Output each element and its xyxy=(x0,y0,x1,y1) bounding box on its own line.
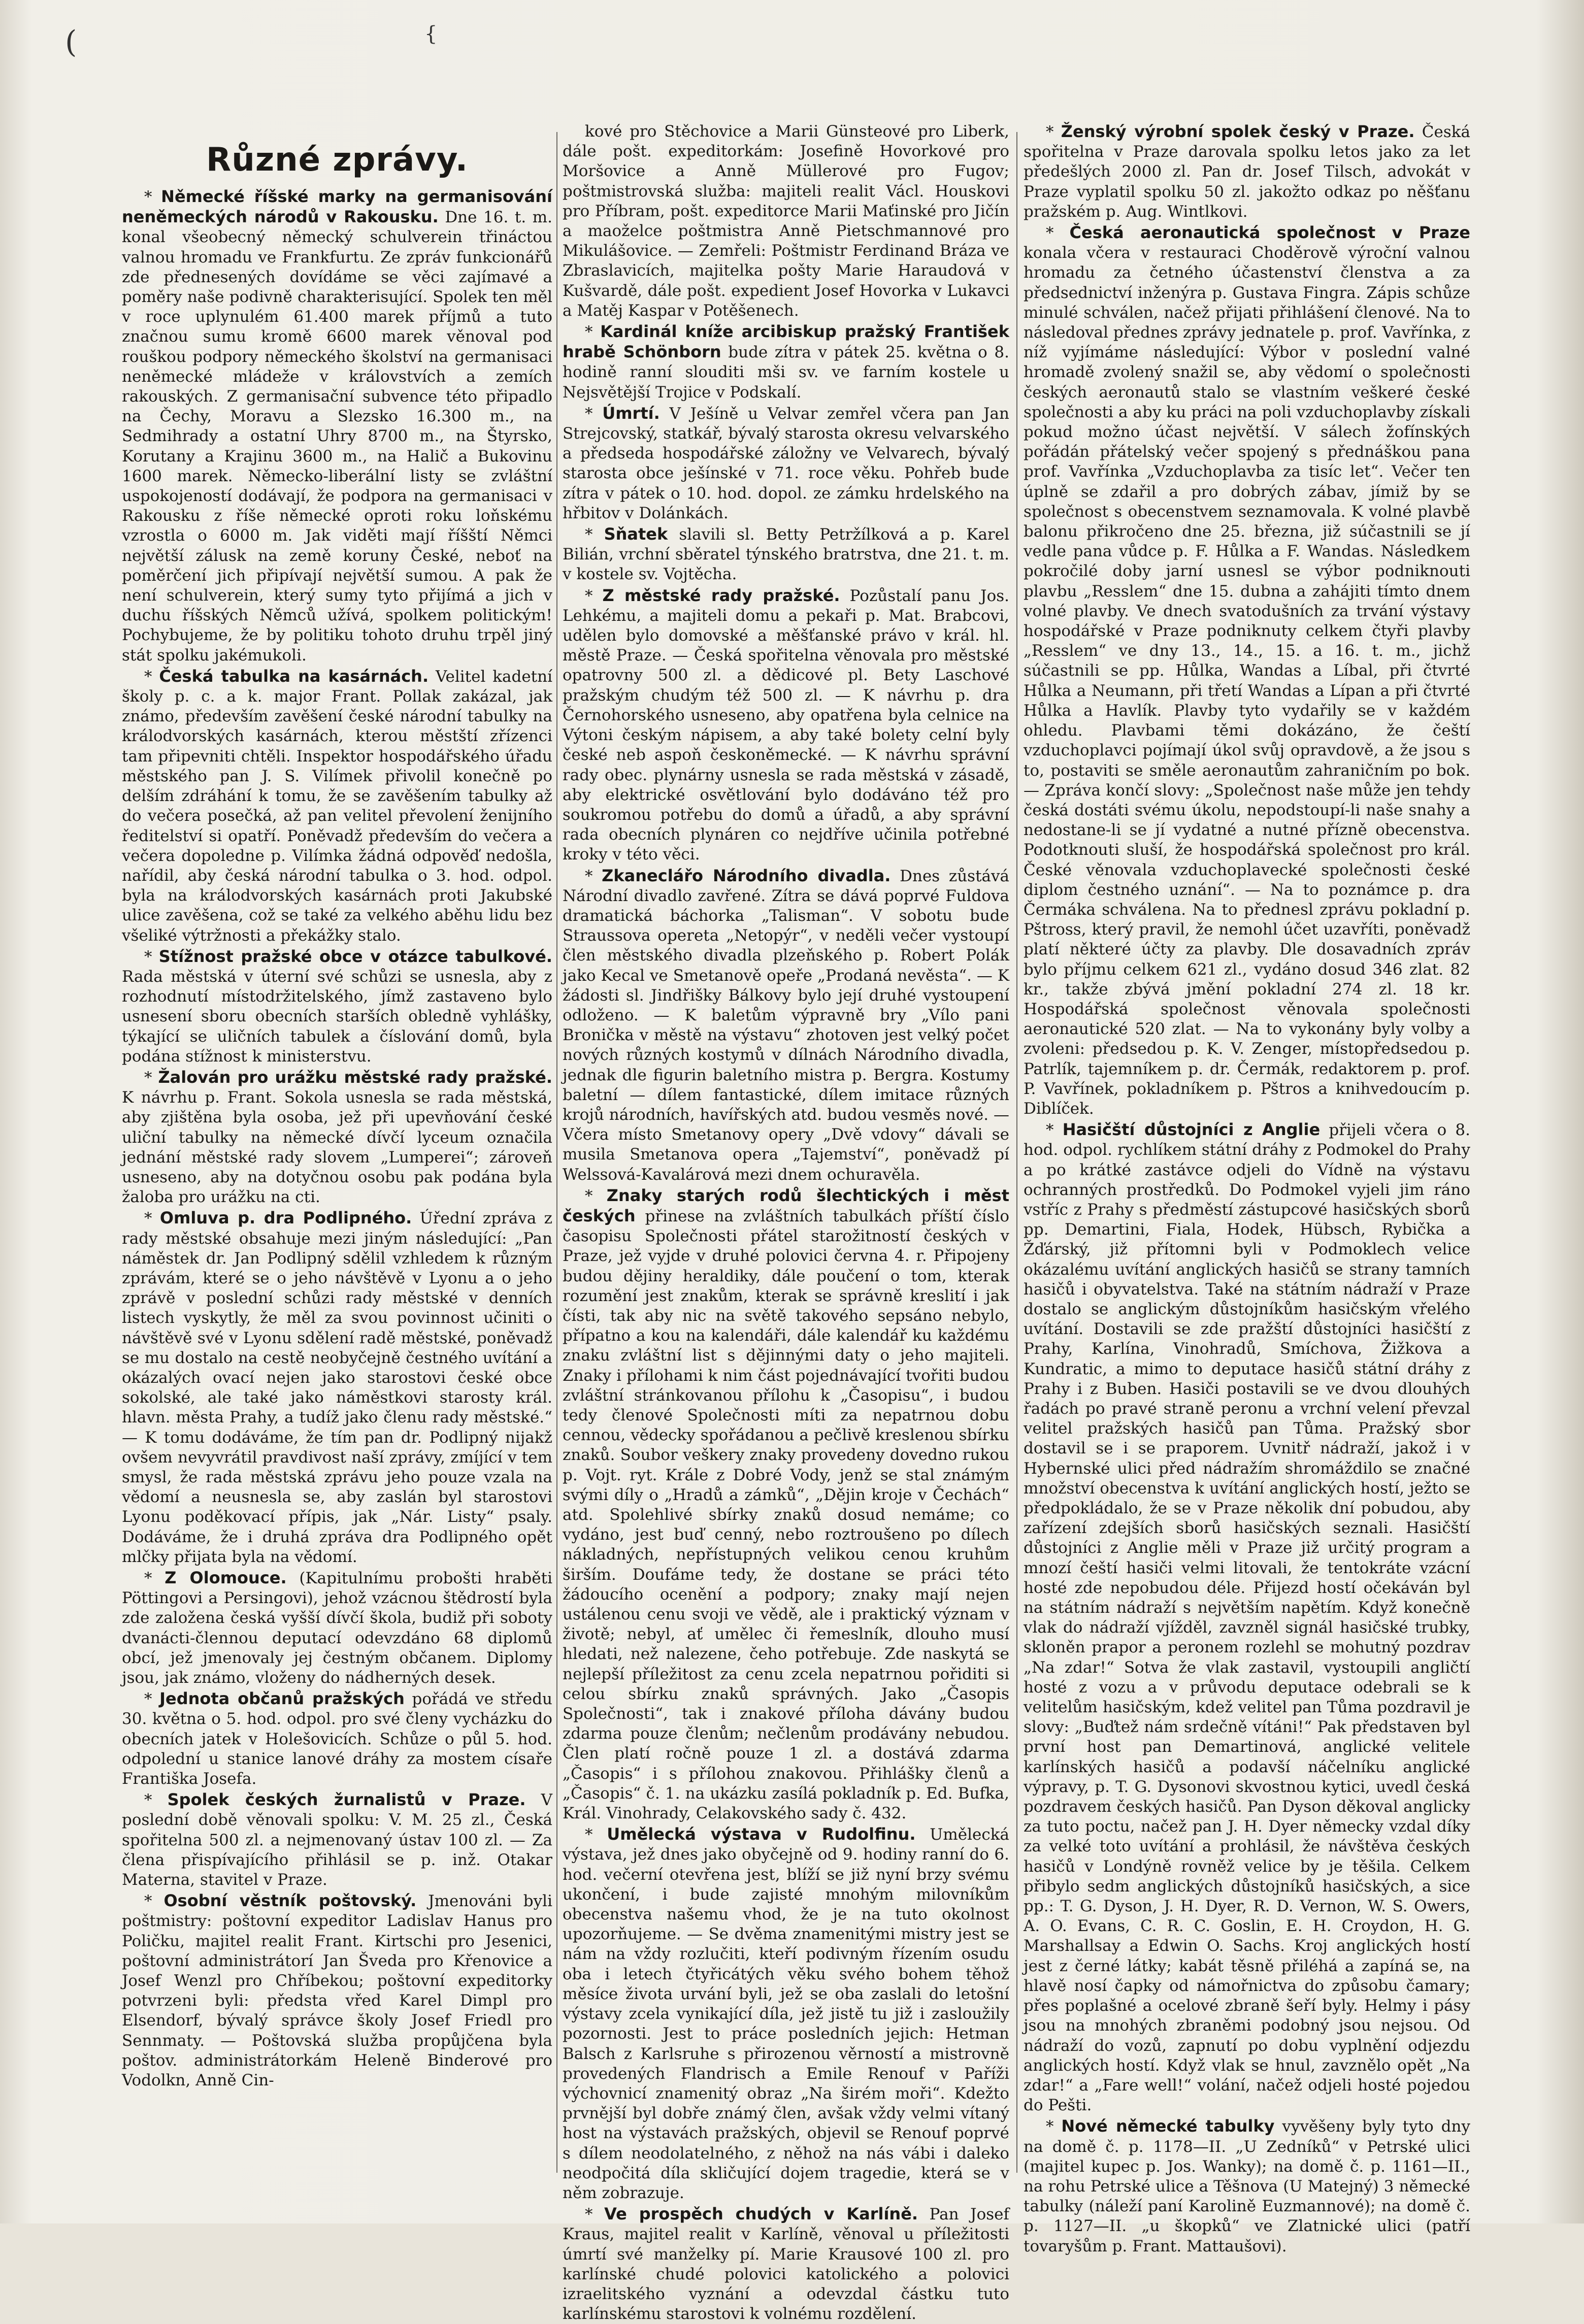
article-bullet: * xyxy=(585,1186,607,1205)
article xyxy=(1024,122,1470,222)
article-body: vyvěšeny byly tyto dny na domě č. p. 1178—II. „U Zedníků“ v Petrské ulici (majitel kupec p. Jos. Wanky); na domě č. p. 1161—II., na rohu Petrské ulice a Těšnova (U Matejný) 3 německé tabulky (náleží paní Karolině Euzmannové); na domě č. p. 1127—II. „u škopků“ ve Zlatnické ulici (patří tovaryšům p. Frant. Mattaušovi). xyxy=(1024,2117,1470,2255)
article-body: (Kapitulnímu probošti hraběti Pöttingovi a Persingovi), jehož vzácnou štědrostí byla zde založena česká vyšší dívčí škola, budiž při soboty dvanácti-člennou deputací odevzdáno 68 diplomů obcí, jež jmenovaly jej čestným občanem. Diplomy jsou, jak známo, vloženy do nádherných desek. xyxy=(122,1569,552,1687)
article-body: pořádá ve středu 30. května o 5. hod. odpol. pro své členy vycházku do obecních jatek v Holešovicích. Schůze o půl 5. hod. odpolední u stanice lanové dráhy za mostem císaře Františka Josefa. xyxy=(122,1690,553,1788)
article-body: Dnes zůstává Národní divadlo zavřené. Zítra se dává poprvé Fuldova dramatická báchorka „Talisman“. V sobotu bude Straussova opereta „Netopýr“, v neděli večer vystoupí člen městského divadla plzeňského p. Robert Polák jako Kecal ve Smetanově opeře „Prodaná nevěsta“. — K žádosti sl. Jindřišky Bálkovy bylo její druhé vystoupení odloženo. — K baletům výpravně bry „Vílo pani Bronička v městě na výstavu“ zhotoven jest velký počet nových různých kostymů v dílnách Národního divadla, jednak dle figurin baletního mistra p. Bergra. Kostumy baletní — dílem fantastické, dílem imitace různých krojů národních, havířských atd. budou vesměs nové. — Včera místo Smetanovy opery „Dvě vdovy“ dávali se musila Smetanova opera „Tajemství“, poněvadž pí Welssová-Kavalárová mezi dnem ochuravěla. xyxy=(563,867,1010,1184)
article-body: Úřední zpráva z rady městské obsahuje mezi jiným následující: „Pan náměstek dr. Jan Podlipný sdělil vzhledem k různým zprávám, které se o jeho návštěvě v Lyonu a o jeho zprávě v poslední schůzi rady městské v denních listech vyskytly, že měl za svou povinnost učiniti o návštěvě své v Lyonu sdělení radě městské, poněvadž se mu dostalo na cestě neobyčejně čestného uvítání a okázalých ovací nejen jako starostovi české obce sokolské, ale také jako náměstkovi starosty král. hlavn. města Prahy, a tudíž jako členu rady městské.“ — K tomu dodáváme, že tím pan dr. Podlipný nijakž ovšem nevyvrátil pravdivost naší zprávy, zmíjící v tem smysl, že rada městská zprávu jeho pouze vzala na vědomí a neusnesla se, aby zaslán byl starostovi Lyonu poděkovací přípis, jak „Nár. Listy“ psaly. Dodáváme, že i druhá zpráva dra Podlipného opět mlčky přijata byla na vědomí. xyxy=(122,1209,553,1566)
article-bullet: * xyxy=(144,1569,165,1588)
article-bullet: * xyxy=(585,1825,607,1844)
article-body: Pozůstalí panu Jos. Lehkému, a majiteli domu a pekaři p. Mat. Brabcovi, udělen bylo domovské a měšťanské právo v král. hl. městě Praze. — Česká spořitelna věnovala pro městské opatrovny 500 zl. a dědicové pl. Bety Laschové pražským chudým též 500 zl. — K návrhu p. dra Černohorského usneseno, aby opatřena byla celnice na Výtoni českým nápisem, a aby také bolety celní byly české neb aspoň českoněmecké. — K návrhu správní rady obec. plynárny usnesla se rada městská v zásadě, aby elektrické osvětlování bylo dodáváno též pro soukromou potřebu do domů a úřadů, a aby správní rada obecních plynáren co nejdříve učinila potřebné kroky v této věci. xyxy=(563,586,1010,864)
article-body: Dne 16. t. m. konal všeobecný německý schulverein třináctou valnou hromadu ve Frankfurtu. Ze zpráv funkcionářů zde přednesených dovídáme se věci zajímavé a poměry naše podivně charakterisující. Spolek ten měl v roce uplynulém 61.400 marek příjmů a tuto značnou sumu kromě 6600 marek věnoval pod rouškou podpory německého školství na germanisaci neněmecké mládeže v královstvích a zemích rakouských. Z germanisační subvence této připadlo na Čechy, Moravu a Slezsko 16.300 m., na Sedmihrady a ostatní Uhry 8700 m., na Štyrsko, Korutany a Krajinu 3600 m., na Halič a Bukovinu 1600 marek. Německo-liberální listy se zvláštní uspokojeností dodávají, že podpora na germanisaci v Rakousku z říše německé oproti roku loňskému vzrostla o 6000 m. Jak viděti mají říšští Němci největší zálusk na země koruny České, neboť na poměrčení jich připívají největší sumou. A pak že není schulverein, který sumy tyto přijímá a jich v duchu říšských Němců užívá, spolkem politickým! Pochybujeme, že by politiku tohoto druhu trpěl jiný stát spolku jakémukoli. xyxy=(122,208,553,665)
article-body: V Ješíně u Velvar zemřel včera pan Jan Strejcovský, statkář, bývalý starosta okresu velvarského a předseda hospodářské záložny ve Velvarech, bývalý starosta obce ješínské v 71. roce věku. Pohřeb bude zítra v pátek o 10. hod. dopol. ze zámku hrdelského na hřbitov v Dolánkách. xyxy=(563,404,1010,522)
article-bullet: * xyxy=(1046,123,1061,141)
article-headline: Česká tabulka na kasárnách. xyxy=(159,666,429,686)
article-headline: Znaky starých rodů šlechtických i měst českých xyxy=(563,1185,1010,1225)
article-headline: Nové německé tabulky xyxy=(1061,2116,1275,2136)
article xyxy=(122,1068,552,1207)
article xyxy=(563,322,1009,403)
article xyxy=(563,1186,1009,1824)
article-body: přinese na zvláštních tabulkách příští číslo časopisu Společnosti přátel starožitností českých v Praze, jež vyjde v druhé polovici června 4. r. Připojeny budou dějiny heraldiky, dále poučení o tom, kterak rozumění jest znakům, kterak se správně kreslití i jak čísti, tak aby nic na světě takového sepsáno nebylo, přípatno a kou na kalendáři, dále kalendář ku každému znaku zvláštní list s dějinnými daty o jeho majiteli. Znaky i přílohami k nim část pojednávající tvořiti budou zvláštní stránkovanou přílohu k „Časopisu“, i budou tedy členové Společnosti míti za nepatrnou dobu cennou, vědecky spořádanou a pečlivě kreslenou sbírku znaků. Soubor veškery znaky provedeny dovedno rukou p. Vojt. ryt. Krále z Dobré Vody, jenž se stal známým svými díly o „Hradů a zámků“, „Dějin kroje v Čechách“ atd. Spolehlivé sbírky znaků dosud nemáme; co vydáno, jest buď cenný, nebo roztroušeno po dílech nákladných, nepřístupných velikou cenou kruhům širším. Doufáme tedy, že dostane se práci této žádoucího ocenění a podpory; znaky mají nejen ustálenou cenu svoji ve vědě, ale i praktický význam v životě; nebyl, ať umělec či řemeslník, dlouho musí hledati, než nalezene, čeho potřebuje. Zde naskytá se nejlepší příležitost za cenu zcela nepatrnou pořiditi si celou sbírku znaků správných. Jako „Časopis Společnosti“, tak i znakové příloha dávány budou zdarma pouze členům; nečlenům prodávány nebudou. Člen platí ročně pouze 1 zl. a dostává zdarma „Časopis“ i s přílohou znakovou. Přihlášky členů a „Časopis“ č. 1. na ukázku zasílá pokladník p. Ed. Bufka, Král. Vinohrady, Celakovského sady č. 432. xyxy=(563,1207,1009,1823)
article xyxy=(122,667,552,946)
article-headline: Osobní věstník poštovský. xyxy=(163,1891,417,1911)
article-headline: Ženský výrobní spolek český v Praze. xyxy=(1061,122,1415,141)
section-title: Různé zprávy. xyxy=(206,141,469,179)
article-body: Umělecká výstava, jež dnes jako obyčejně od 9. hodiny ranní do 6. hod. večerní otevřena jest, blíží se již nyní brzy svému ukončení, i bude zajisté mnohým milovníkům obecenstva našemu vhod, že je na tuto okolnost upozorňujeme. — Se dvěma znamenitými mistry jest se nám na vždy rozlučiti, kteří podivným řízením osudu oba i letech čtyřicátých věku svého bohem těhož měsíce života urvání byli, jež se oba zaslali do letošní výstavy zcela vynikající díla, jež jistě tu již i zasloužily pozornosti. Jest to práce posledních jejich: Hetman Balsch z Karlsruhe s přirozenou věrností a mistrovně provedených Flandrisch a Emile Renouf v Paříži výchovnicí znamenitý obraz „Na širém moři“. Kdežto prvnější byl dobře známý člen, avšak vždy velmi vítaný host na výstavách pražských, objevil se Renouf poprvé s dílem neodolatelného, z něhož na nás vábi i daleko neodpočitá díla skličující dojem tragedie, která se v něm zobrazuje. xyxy=(563,1825,1010,2202)
article-bullet: * xyxy=(1046,1121,1063,1140)
article-headline: Hasičští důstojníci z Anglie xyxy=(1062,1120,1321,1140)
article-bullet: * xyxy=(585,525,604,544)
article-headline: Jednota občanů pražských xyxy=(159,1689,405,1709)
article-body: Velitel kadetní školy p. c. a k. major Frant. Pollak zakázal, jak známo, především zavěšení české národní tabulky na králodvorských kasárnách, kterou městští zřízenci tam připevniti chtěli. Inspektor hospodářského úřadu městského pan J. S. Vilímek přivolil konečně po delším zdráhání k tomu, že se zavěšením tabulky až do večera posečká, až pan velitel převolení ženijního ředitelství si opatří. Poněvadž především do večera a večera dopoledne p. Vilímka žádná odpověď nedošla, nařídil, aby česká národní tabulka o 3. hod. odpol. byla na králodvorských kasárnách proti Jakubské ulice zavěšena, což se také za velkého aběhu lidu bez všeliké výtržnosti a překážky stalo. xyxy=(122,667,552,945)
article-headline: Omluva p. dra Podlipného. xyxy=(159,1208,412,1228)
article-body: K návrhu p. Frant. Sokola usnesla se rada městská, aby zjištěna byla osoba, jež při upevňování české uliční tabulky na německé dívčí lyceum označila jednání městské rady slovem „Lumperei“; zároveň usneseno, aby na dotyčnou osobu pak podána byla žaloba pro urážku na cti. xyxy=(122,1088,552,1207)
article xyxy=(563,2204,1009,2324)
article-headline: Česká aeronautická společnost v Praze xyxy=(1069,223,1470,243)
page-mark-left: ( xyxy=(65,24,77,60)
article xyxy=(563,586,1009,865)
column-rule-1 xyxy=(556,132,557,2173)
article xyxy=(122,1891,552,2090)
article-body: slavili sl. Betty Petržílková a p. Karel Bilián, vrchní sběratel týnského bratrstva, dne 21. t. m. v kostele sv. Vojtěcha. xyxy=(563,525,1010,584)
article-bullet: * xyxy=(144,947,159,966)
article-bullet: * xyxy=(144,188,161,206)
page-mark-right: { xyxy=(424,22,438,46)
article-headline: Žalován pro urážku městské rady pražské. xyxy=(158,1067,552,1087)
article-headline: Z městské rady pražské. xyxy=(602,585,840,605)
article-body: kové pro Stěchovice a Marii Günsteové pro Liberk, dále pošt. expeditorkám: Josefině Hovorkové pro Moršovice a Anně Müllerové pro Fugov; poštmistrovská služba: majiteli realit Václ. Houskovi pro Příbram, pošt. expeditorce Marii Maťinské pro Jičín a maoželce poštmistra Anně Pietschmannové pro Mikulášovice. — Zemřeli: Poštmistr Ferdinand Bráza ve Zbraslavicích, majitelka pošty Marie Haraudová v Kušvardě, dále pošt. expedient Josef Hovorka v Lukavci a Matěj Kaspar v Potěšenech. xyxy=(563,122,1009,320)
article xyxy=(563,866,1009,1185)
article xyxy=(1024,2116,1470,2256)
article-headline: Kardinál kníže arcibiskup pražský František hrabě Schönborn xyxy=(563,322,1009,362)
article xyxy=(122,187,552,666)
article-body: V poslední době věnovali spolku: V. M. 25 zl., Česká spořitelna 500 zl. a nejmenovaný ústav 100 zl. — Za člena přispívajícího přihlásil se p. inž. Otakar Materna, stavitel v Praze. xyxy=(122,1791,552,1889)
article xyxy=(122,947,552,1067)
article-headline: Umělecká výstava v Rudolfinu. xyxy=(607,1824,916,1844)
article-bullet: * xyxy=(144,1791,168,1810)
article-headline: Úmrtí. xyxy=(602,403,660,423)
article xyxy=(563,1824,1009,2203)
article-body: konala včera v restauraci Choděrově výroční valnou hromadu za četného účastenství členstva a za předsednictví inženýra p. Gustava Fingra. Zápis schůze minulé schválen, načež přijati přihlášení členové. Na to následoval přednes zprávy jednatele p. prof. Vavřínka, z níž vyjímáme následující: Výbor v poslední valné hromadě zvolený snažil se, aby vědomí o společnosti českých aeronautů stalo se vlastním veškeré české společnosti a aby ku práci na poli vzduchoplavby získali pokud možno účast největší. V sálech žofínských pořádán přátelský večer spojený s přednáškou pana prof. Vavřínka „Vzduchoplavba za tisíc let“. Večer ten úplně se zdařil a pro dobrých zábav, jímiž by se společnost s obecenstvem seznamovala. K volné plavbě balonu přikročeno dne 25. března, již súčastnili se jí vedle pana vůdce p. F. Hůlka a F. Wandas. Následkem pokročilé doby jarní usnesl se výbor podniknouti plavbu „Resslem“ dne 15. dubna a zahájiti tímto dnem volné plavby. Ve dnech svatodušních za trvání výstavy hospodářské v Praze podniknuty celkem čtyři plavby „Resslem“ ve dny 13., 14., 15. a 16. t. m., jichž súčastnili se pp. Hůlka, Wandas a Líbal, při čtvrté Hůlka a Neumann, při třetí Wandas a Lípan a při čtvrté Hůlka a Havlík. Plavby tyto vydařily se v každém ohledu. Plavbami těmi dokázáno, že čeští vzduchoplavci pojímají úkol svůj opravdově, a že jsou s to, postaviti se směle aeronautům zahraničním po bok. — Zpráva končí slovy: „Společnost naše může jen tehdy česká dostáti svému úkolu, nepodstoupí-li naše snahy a nedostane-li se jí vydatné a nutné přízně obecenstva. Podotknouti sluší, že hospodářská společnost pro král. České věnovala vzduchoplavecké společnosti české diplom čestného uznání“. — Na to poznámce p. dra Čermáka schválena. Na to přednesl zprávu pokladní p. Pštross, který pravil, že nemohl účet uzavříti, poněvadž platí některé účty za plavby. Dle dosavadních zpráv bylo příjmu celkem 621 zl., vydáno dosud 346 zlat. 82 kr., takže zbývá jmění pokladní 274 zl. 18 kr. Hospodářská společnost věnovala společnosti aeronautické 520 zlat. — Na to vykonány byly volby a zvoleni: předsedou p. K. V. Zenger, místopředsedou p. Patrlík, tajemníkem p. dr. Čermák, redaktorem p. prof. P. Vavřínek, pokladníkem p. Pštros a knihvedoucím p. Diblíček. xyxy=(1024,244,1470,1118)
article-bullet: * xyxy=(144,1690,160,1709)
article xyxy=(563,122,1009,321)
article-bullet: * xyxy=(144,667,159,686)
column-1 xyxy=(122,142,552,2213)
article-headline: Ve prospěch chudých v Karlíně. xyxy=(604,2204,918,2224)
article-bullet: * xyxy=(585,2205,605,2224)
article-bullet: * xyxy=(144,1892,164,1911)
column-2 xyxy=(563,122,1010,2323)
article-bullet: * xyxy=(585,586,603,605)
article xyxy=(122,1689,552,1789)
article xyxy=(122,1208,552,1567)
article-bullet: * xyxy=(585,404,603,423)
article-bullet: * xyxy=(585,867,602,885)
article-bullet: * xyxy=(1046,224,1070,243)
article-body: přijeli včera o 8. hod. odpol. rychlíkem státní dráhy z Podmokel do Prahy a po krátké zastávce odjeli do Vídně na výstavu ochranných prostředků. Do Podmokel vyjeli jim ráno vstříc z Prahy s předměstí zástupcové hasičských sborů pp. Demartini, Fiala, Hodek, Hübsch, Rybička a Žďárský, již přítomni byli v Podmoklech velice okázalému uvítání anglických hasičů se strany tamních hasičů i obyvatelstva. Také na státním nádraží v Praze dostalo se anglickým důstojníkům hasičským vřelého uvítání. Dostavili se zde pražští důstojníci hasičští z Prahy, Karlína, Vinohradů, Smíchova, Žižkova a Kundratic, a mimo to deputace hasičů státní dráhy z Prahy i z Buben. Hasiči postavili se ve dvou dlouhých řadách po pravé straně peronu a vrchní velení převzal velitel pražských hasičů pan Tůma. Pražský sbor dostavil se i se praporem. Uvnitř nádraží, jakož i v Hybernské ulici před nádražím shromáždilo se značné množství obecenstva k uvítání anglických hostí, ježto se předpokládalo, že se v Praze několik dní pobudou, aby zařízení zdejších sborů hasičských seznali. Hasičští důstojníci z Anglie měli v Praze již určitý program a mnozí čeští hasiči velmi litovali, že tentokráte vzácní hosté zde nepobudou déle. Přijezd hostí očekáván byl na státním nádraží s největším napětím. Když konečně vlak do nádraží vjížděl, zavzněl signál hasičské trubky, skloněn prapor a peronem rozlehl se mohutný pozdrav „Na zdar!“ Sotva že vlak zastavil, vystoupili angličtí hosté z vozu a v průvodu deputace odebrali se k velitelům hasičským, kdež velitel pan Tůma pozdravil je slovy: „Buďtež nám srdečně vítáni!“ Pak představen byl první host pan Demartinová, anglické velitele karlínských hasičů a podavší náčelníku anglické výpravy, p. T. G. Dysonovi skvostnou kytici, uvedl česká pozdravem českých hasičů. Pan Dyson děkoval anglicky za tuto poctu, načež pan J. H. Dyer německy vzdal díky za velké toto uvítání a prohlásil, že návštěva českých hasičů v Londýně rovněž velice by je těšila. Celkem přibylo sedm anglických důstojníků hasičských, a sice pp.: T. G. Dyson, J. H. Dyer, R. D. Vernon, W. S. Owers, A. O. Evans, C. R. C. Goslin, E. H. Croydon, H. G. Marshallsay a Edwin O. Sachs. Kroj anglických hostí jest z černé látky; kabát těsně přiléhá a zapíná se, na hlavě nosí čapky od námořnictva do způsobu čamary; přes poplašné a ocelové zbraně šeří byly. Helmy i pásy jsou na mnohých zbraněmi podobný jsou nejsou. Od nádraží do vozů, zapnutí po dobu vyplnění odjezdu anglických hostí. Když vlak se hnul, zavznělo opět „Na zdar!“ a „Fare well!“ volání, načež odjeli hosté pojedou do Pešti. xyxy=(1024,1121,1471,2115)
article-headline: Z Olomouce. xyxy=(164,1568,287,1588)
article xyxy=(563,404,1009,523)
article-headline: Německé říšské marky na germanisování neněmeckých národů v Rakousku. xyxy=(122,187,553,227)
article-headline: Zkaneclářo Národního divadla. xyxy=(602,866,891,885)
article xyxy=(122,1568,552,1688)
article-headline: Spolek českých žurnalistů v Praze. xyxy=(167,1790,526,1810)
article-body: Rada městská v úterní své schůzi se usnesla, aby z rozhodnutí místodržitelského, jímž zastaveno bylo usnesení sboru obecních starších obledně vyhlášky, týkající se uličních tabulek a číslování domů, byla podána stížnost k ministerstvu. xyxy=(122,967,552,1066)
column-rule-2 xyxy=(1016,132,1017,2173)
article-body: Pan Josef Kraus, majitel realit v Karlíně, věnoval u příležitosti úmrtí své manželky pí. Marie Krausové 100 zl. pro karlínské chudé polovici katolického a polovici izraelitského vyznání a odevzdal částku tuto karlínskému starostovi k volnému rozdělení. xyxy=(563,2205,1009,2323)
article xyxy=(122,1790,552,1890)
article-bullet: * xyxy=(585,323,601,342)
article xyxy=(1024,223,1470,1119)
article-body: Jmenováni byli poštmistry: poštovní expeditor Ladislav Hanus pro Poličku, majitel realit Frant. Kirtschi pro Jesenici, poštovní administrátorí Jan Šveda pro Křenovice a Josef Wenzl pro Chříbekou; poštovní expeditorky potvrzeni byli: předsta vřed Karel Dimpl pro Elsendorf, bývalý správce školy Josef Friedl pro Sennmaty. — Poštovská služba propůjčena byla poštov. administrátorkám Heleně Binderové pro Vodolkn, Anně Cin- xyxy=(122,1892,552,2090)
article-body: Česká spořitelna v Praze darovala spolku letos jako za let předešlých 2000 zl. Pan dr. Josef Tilsch, advokát v Praze vyplatil spolku 50 zl. jakožto odkaz po něšťanu pražském p. Aug. Wintlkovi. xyxy=(1024,123,1471,221)
column-3 xyxy=(1024,122,1471,2255)
article-body: bude zítra v pátek 25. května o 8. hodině ranní slouditi mši sv. ve farním kostele u Nejsvětější Trojice v Podskalí. xyxy=(563,343,1010,402)
article-bullet: * xyxy=(1046,2117,1062,2136)
article-headline: Stížnost pražské obce v otázce tabulkové. xyxy=(158,946,552,966)
article xyxy=(563,524,1009,585)
article-headline: Sňatek xyxy=(604,524,668,544)
article xyxy=(1024,1120,1470,2115)
article-bullet: * xyxy=(144,1209,160,1228)
article-bullet: * xyxy=(144,1068,158,1087)
